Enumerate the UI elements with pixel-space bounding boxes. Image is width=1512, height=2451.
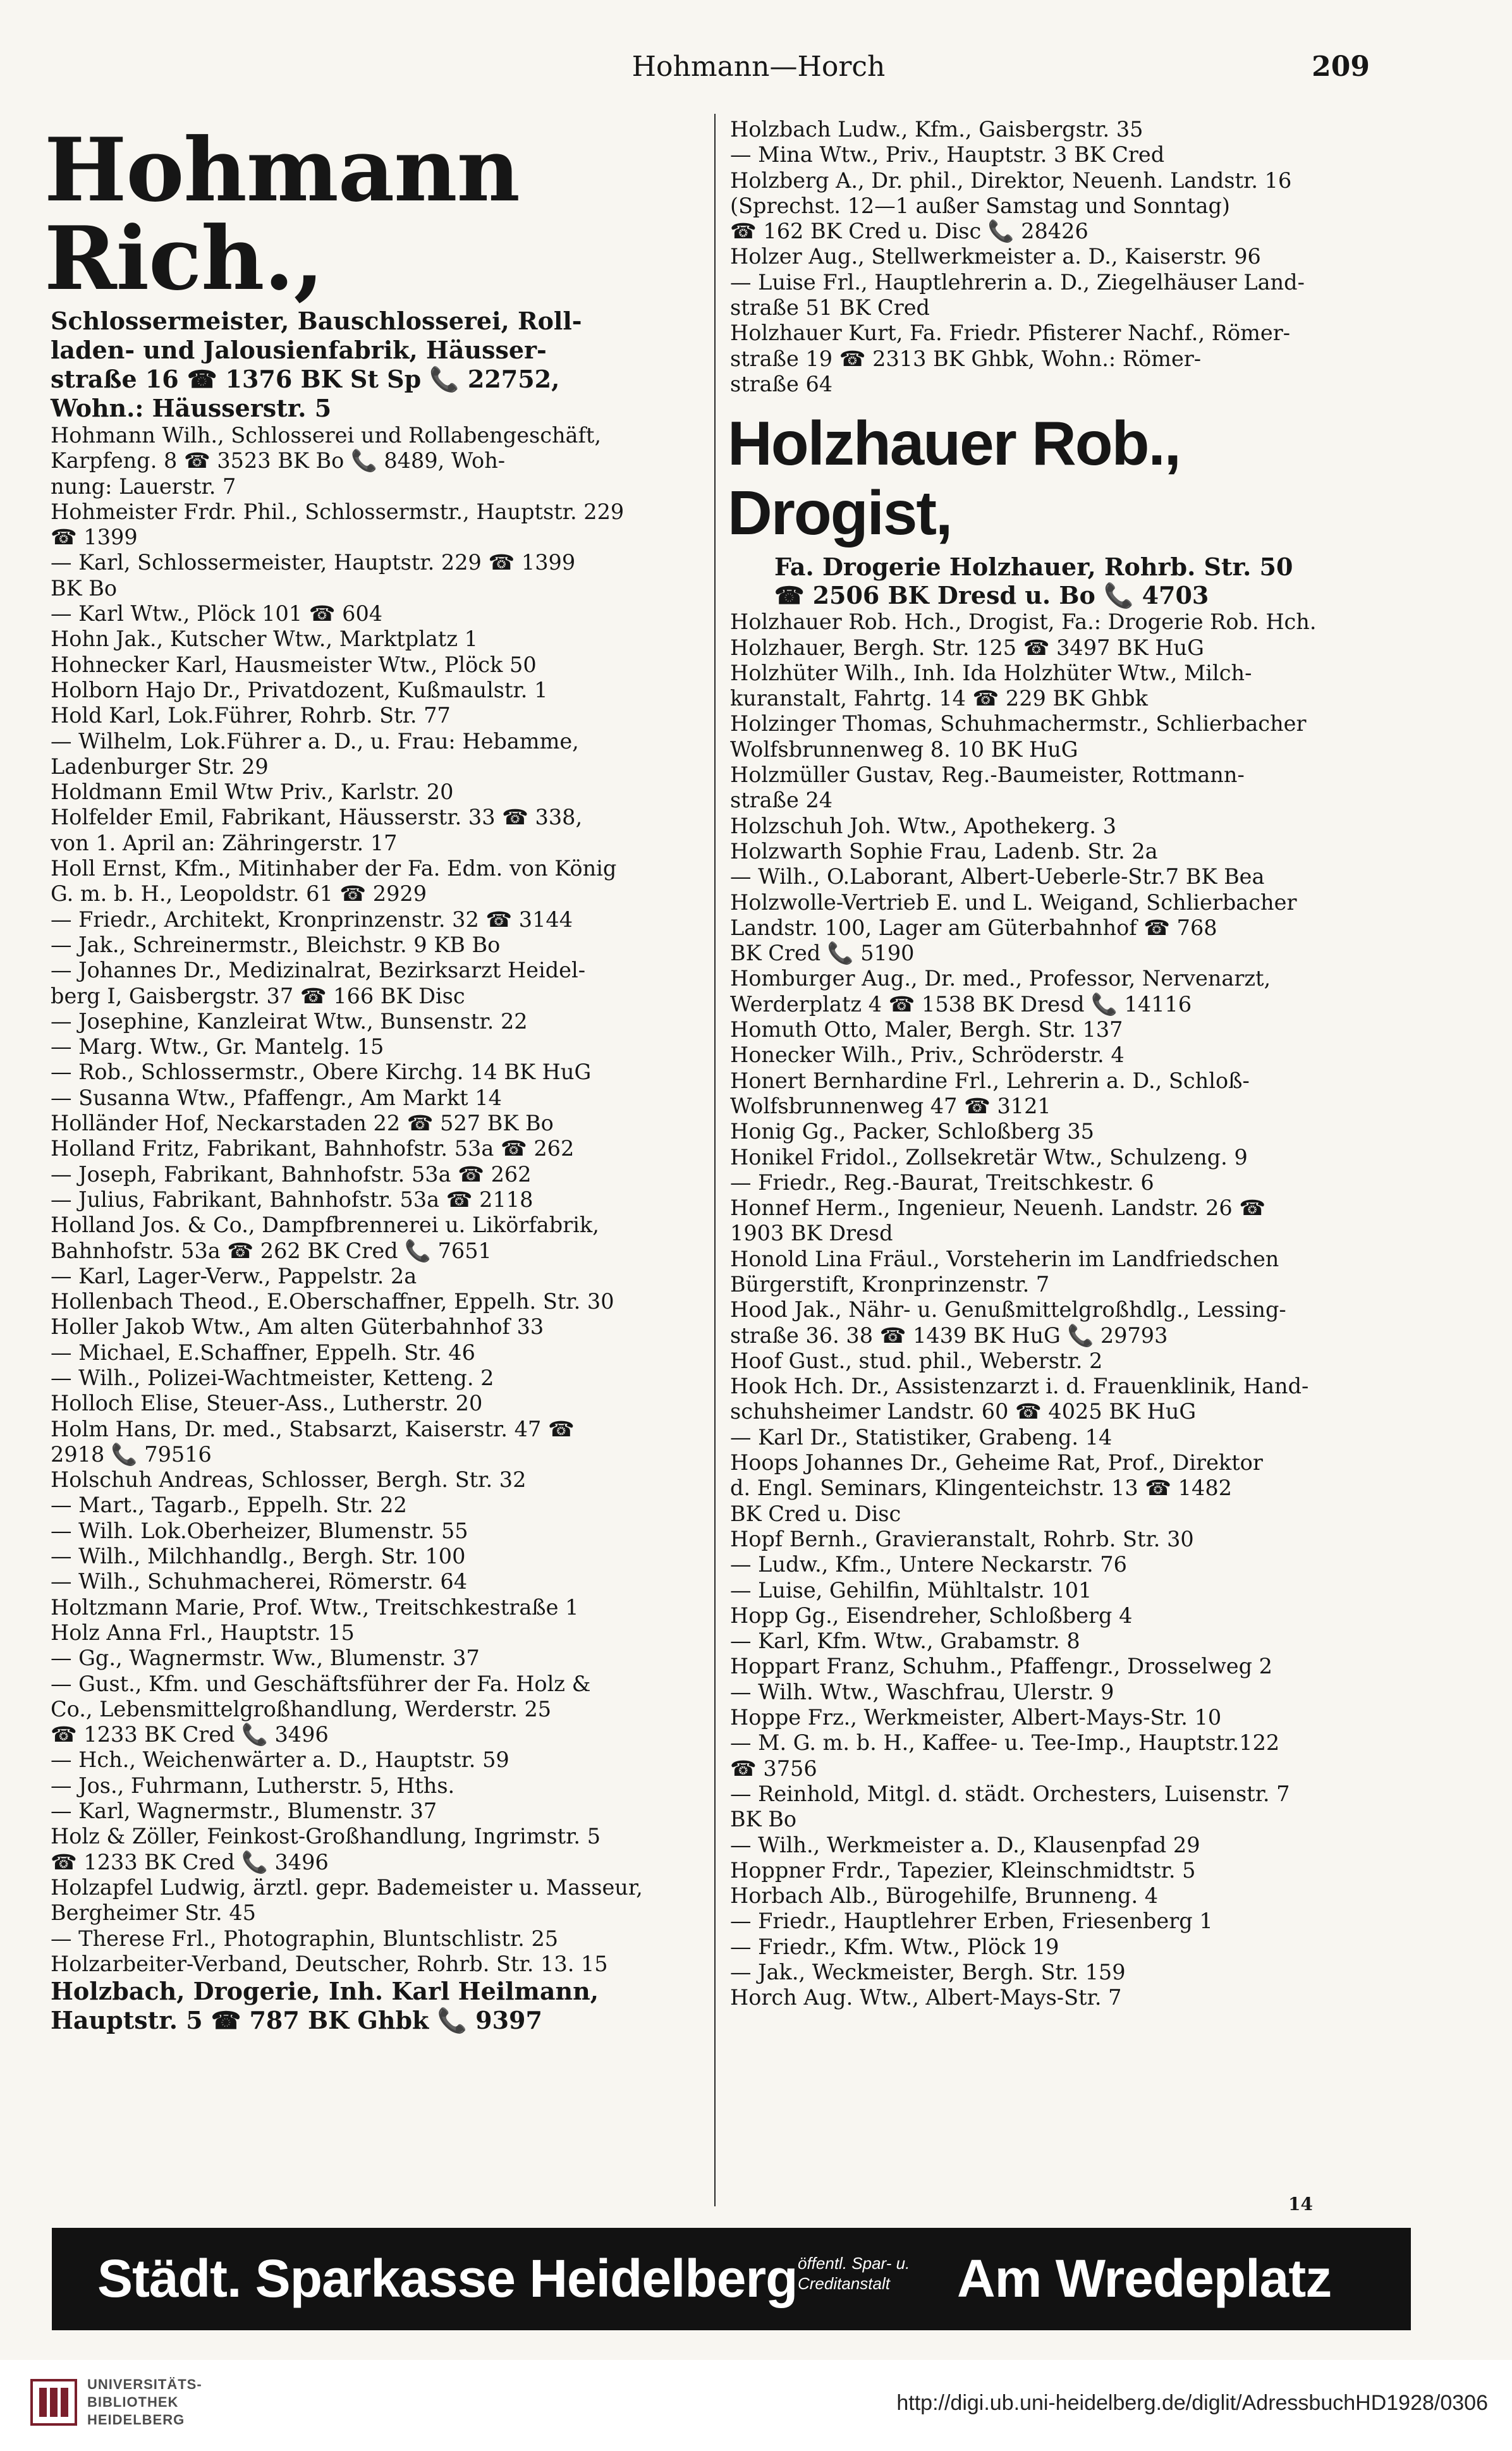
entry-line: ☎ 1399 xyxy=(51,525,138,550)
entry-line: Honikel Fridol., Zollsekretär Wtw., Schulzeng. 9 xyxy=(730,1144,1248,1170)
directory-entry xyxy=(51,1544,714,1569)
entry-line: Hoppner Frdr., Tapezier, Kleinschmidtstr. 5 xyxy=(730,1857,1196,1883)
directory-entry xyxy=(51,1034,714,1060)
entry-line: Hoof Gust., stud. phil., Weberstr. 2 xyxy=(730,1348,1103,1373)
directory-entry xyxy=(730,890,1400,967)
entry-line: — M. G. m. b. H., Kaffee- u. Tee-Imp., Hauptstr.122 xyxy=(730,1730,1280,1756)
entry-line: Holm Hans, Dr. med., Stabsarzt, Kaiserstr. 47 ☎ xyxy=(51,1416,575,1441)
directory-entry xyxy=(51,1111,714,1136)
directory-entry xyxy=(730,1450,1400,1527)
directory-entry xyxy=(51,499,714,551)
directory-entry xyxy=(51,601,714,627)
directory-entry xyxy=(730,270,1400,321)
directory-entry xyxy=(730,1833,1400,1858)
entry-line: Holzberg A., Dr. phil., Direktor, Neuenh. Landstr. 16 xyxy=(730,168,1292,193)
directory-entry xyxy=(51,678,714,703)
directory-entry xyxy=(730,244,1400,269)
entry-line: — Friedr., Kfm. Wtw., Plöck 19 xyxy=(730,1934,1059,1959)
entry-line: Holzwarth Sophie Frau, Ladenb. Str. 2a xyxy=(730,838,1158,864)
entry-line: (Sprechst. 12—1 außer Samstag und Sonntag) xyxy=(730,193,1230,218)
entry-line: — Therese Frl., Photographin, Bluntschlistr. 25 xyxy=(51,1926,559,1951)
entry-line: — Wilh., Werkmeister a. D., Klausenpfad 29 xyxy=(730,1832,1200,1857)
directory-entry xyxy=(730,553,1400,609)
directory-entry xyxy=(51,805,714,856)
left-headline-entry xyxy=(51,307,714,423)
directory-entry xyxy=(51,1747,714,1773)
entry-line: — Julius, Fabrikant, Bahnhofstr. 53a ☎ 2118 xyxy=(51,1187,533,1212)
entry-line: — Wilh., Polizei-Wachtmeister, Ketteng. 2 xyxy=(51,1365,494,1390)
directory-entry xyxy=(730,1909,1400,1934)
entry-line: Holler Jakob Wtw., Am alten Güterbahnhof 33 xyxy=(51,1314,544,1340)
entry-line: — Friedr., Reg.-Baurat, Treitschkestr. 6 xyxy=(730,1170,1154,1195)
directory-entry xyxy=(730,1552,1400,1577)
directory-entry xyxy=(51,703,714,728)
entry-line: Hold Karl, Lok.Führer, Rohrb. Str. 77 xyxy=(51,703,451,728)
signature-mark: 14 xyxy=(1288,2194,1313,2215)
entry-line: BK Cred 📞 5190 xyxy=(730,941,915,966)
directory-entry xyxy=(730,1935,1400,1960)
entry-line: Holtzmann Marie, Prof. Wtw., Treitschkestraße 1 xyxy=(51,1594,579,1620)
entry-line: ☎ 3756 xyxy=(730,1756,817,1781)
entry-line: — Mart., Tagarb., Eppelh. Str. 22 xyxy=(51,1493,407,1518)
directory-entry xyxy=(730,1629,1400,1654)
sparkasse-advertisement xyxy=(52,2228,1411,2330)
directory-entry xyxy=(730,117,1400,142)
directory-entry xyxy=(51,1824,714,1875)
entry-line: Landstr. 100, Lager am Güterbahnhof ☎ 768 xyxy=(730,915,1217,940)
entry-line: Honig Gg., Packer, Schloßberg 35 xyxy=(730,1119,1094,1144)
entry-line: — Karl Dr., Statistiker, Grabeng. 14 xyxy=(730,1424,1113,1450)
directory-entry xyxy=(730,1017,1400,1042)
entry-line: Hohn Jak., Kutscher Wtw., Marktplatz 1 xyxy=(51,627,478,652)
right-headline-entry xyxy=(730,553,1400,609)
directory-entry xyxy=(51,958,714,1009)
entry-line: — Reinhold, Mitgl. d. städt. Orchesters, Luisenstr. 7 xyxy=(730,1781,1290,1806)
directory-entry xyxy=(730,1985,1400,2010)
directory-entry xyxy=(730,839,1400,864)
directory-entry xyxy=(51,1519,714,1544)
directory-entry xyxy=(51,1875,714,1926)
entry-line: ☎ 1233 BK Cred 📞 3496 xyxy=(51,1849,329,1874)
entry-line: Holschuh Andreas, Schlosser, Bergh. Str. 32 xyxy=(51,1467,527,1493)
left-entry-list xyxy=(51,423,714,1977)
entry-line: BK Bo xyxy=(730,1807,797,1832)
left-headline: Hohmann Rich., xyxy=(44,118,520,310)
entry-line: von 1. April an: Zähringerstr. 17 xyxy=(51,830,398,855)
entry-line: Holzbach Ludw., Kfm., Gaisbergstr. 35 xyxy=(730,117,1143,142)
directory-entry xyxy=(730,1858,1400,1883)
entry-line: — Karl, Kfm. Wtw., Grabamstr. 8 xyxy=(730,1629,1080,1654)
entry-line: Hopf Bernh., Gravieranstalt, Rohrb. Str. 30 xyxy=(730,1526,1194,1551)
entry-line: — Karl, Schlossermeister, Hauptstr. 229 ☎ 1399 xyxy=(51,550,576,575)
entry-line: Holland Fritz, Fabrikant, Bahnhofstr. 53a ☎ 262 xyxy=(51,1136,575,1161)
entry-line: Holz & Zöller, Feinkost-Großhandlung, Ingrimstr. 5 xyxy=(51,1824,601,1849)
entry-line: Horbach Alb., Bürogehilfe, Brunneng. 4 xyxy=(730,1883,1159,1909)
directory-entry xyxy=(730,1068,1400,1120)
column-divider xyxy=(714,114,716,2206)
directory-entry xyxy=(51,627,714,652)
directory-entry xyxy=(51,1009,714,1034)
entry-line: — Wilh. Wtw., Waschfrau, Ulerstr. 9 xyxy=(730,1679,1114,1704)
directory-entry xyxy=(51,1926,714,1952)
directory-entry xyxy=(730,142,1400,168)
entry-line: straße 19 ☎ 2313 BK Ghbk, Wohn.: Römer- xyxy=(730,346,1202,371)
entry-line: ☎ 162 BK Cred u. Disc 📞 28426 xyxy=(730,219,1088,244)
entry-line: Hohmann Wilh., Schlosserei und Rollabengeschäft, xyxy=(51,423,602,448)
entry-line: Horch Aug. Wtw., Albert-Mays-Str. 7 xyxy=(730,1985,1122,2010)
entry-line: Holländer Hof, Neckarstaden 22 ☎ 527 BK Bo xyxy=(51,1111,554,1136)
entry-line: — Jak., Weckmeister, Bergh. Str. 159 xyxy=(730,1960,1126,1984)
entry-line: — Wilhelm, Lok.Führer a. D., u. Frau: Hebamme, xyxy=(51,728,579,754)
directory-entry xyxy=(51,1977,714,2035)
entry-line: Holzer Aug., Stellwerkmeister a. D., Kaiserstr. 96 xyxy=(730,244,1261,269)
page-number: 209 xyxy=(1312,51,1370,83)
entry-line: laden- und Jalousienfabrik, Häusser- xyxy=(51,336,547,364)
directory-entry xyxy=(51,1085,714,1111)
directory-entry xyxy=(51,932,714,958)
entry-line: Honert Bernhardine Frl., Lehrerin a. D., Schloß- xyxy=(730,1068,1250,1093)
entry-line: Holl Ernst, Kfm., Mitinhaber der Fa. Edm. von König xyxy=(51,856,617,881)
entry-line: Wolfsbrunnenweg 47 ☎ 3121 xyxy=(730,1093,1051,1118)
directory-entry xyxy=(730,1195,1400,1247)
directory-entry xyxy=(51,1493,714,1518)
directory-entry xyxy=(51,1467,714,1493)
directory-entry xyxy=(51,1773,714,1799)
entry-line: kuranstalt, Fahrtg. 14 ☎ 229 BK Ghbk xyxy=(730,686,1148,711)
entry-line: — Gust., Kfm. und Geschäftsführer der Fa. Holz & xyxy=(51,1671,591,1696)
entry-line: — Rob., Schlossermstr., Obere Kirchg. 14 BK HuG xyxy=(51,1060,592,1085)
left-column xyxy=(44,117,714,2035)
directory-entry xyxy=(51,1187,714,1213)
entry-line: Fa. Drogerie Holzhauer, Rohrb. Str. 50 xyxy=(774,553,1293,582)
entry-line: Holzwolle-Vertrieb E. und L. Weigand, Schlierbacher xyxy=(730,889,1297,915)
entry-line: Honecker Wilh., Priv., Schröderstr. 4 xyxy=(730,1042,1125,1068)
entry-line: — Mina Wtw., Priv., Hauptstr. 3 BK Cred xyxy=(730,142,1165,168)
directory-entry xyxy=(51,1391,714,1416)
directory-entry xyxy=(51,729,714,780)
directory-entry xyxy=(730,762,1400,814)
right-entry-list xyxy=(730,609,1400,2010)
directory-entry xyxy=(730,1170,1400,1195)
directory-entry xyxy=(51,1569,714,1594)
entry-line: straße 36. 38 ☎ 1439 BK HuG 📞 29793 xyxy=(730,1323,1168,1348)
entry-line: straße 24 xyxy=(730,788,833,813)
directory-entry xyxy=(730,321,1400,397)
entry-line: BK Bo xyxy=(51,575,118,601)
entry-line: — Jos., Fuhrmann, Lutherstr. 5, Hths. xyxy=(51,1773,455,1798)
directory-entry xyxy=(730,1960,1400,1985)
entry-line: Holland Jos. & Co., Dampfbrennerei u. Likörfabrik, xyxy=(51,1213,599,1238)
entry-line: Holzinger Thomas, Schuhmachermstr., Schlierbacher xyxy=(730,711,1307,737)
entry-line: 1903 BK Dresd xyxy=(730,1221,893,1246)
directory-entry xyxy=(730,661,1400,712)
directory-entry xyxy=(51,1136,714,1161)
entry-line: — Wilh., O.Laborant, Albert-Ueberle-Str.7 BK Bea xyxy=(730,864,1265,889)
directory-entry xyxy=(51,1289,714,1314)
directory-entry xyxy=(51,1417,714,1468)
entry-line: — Hch., Weichenwärter a. D., Hauptstr. 59 xyxy=(51,1747,509,1773)
directory-entry xyxy=(51,1314,714,1340)
running-title: Hohmann—Horch xyxy=(631,51,886,83)
directory-entry xyxy=(730,1145,1400,1170)
directory-entry xyxy=(51,779,714,805)
directory-entry xyxy=(51,423,714,499)
right-column xyxy=(730,117,1400,2011)
directory-entry xyxy=(730,1425,1400,1450)
directory-entry xyxy=(730,1527,1400,1552)
entry-line: schuhsheimer Landstr. 60 ☎ 4025 BK HuG xyxy=(730,1399,1197,1424)
directory-entry xyxy=(51,907,714,932)
entry-line: Werderplatz 4 ☎ 1538 BK Dresd 📞 14116 xyxy=(730,991,1192,1017)
entry-line: — Wilh. Lok.Oberheizer, Blumenstr. 55 xyxy=(51,1518,468,1543)
directory-entry xyxy=(51,856,714,907)
entry-line: Hohmeister Frdr. Phil., Schlossermstr., Hauptstr. 229 xyxy=(51,499,625,524)
entry-line: Hoops Johannes Dr., Geheime Rat, Prof., Direktor xyxy=(730,1450,1263,1476)
entry-line: Karpfeng. 8 ☎ 3523 BK Bo 📞 8489, Woh- xyxy=(51,448,506,474)
entry-line: — Ludw., Kfm., Untere Neckarstr. 76 xyxy=(730,1552,1127,1577)
entry-line: — Luise Frl., Hauptlehrerin a. D., Ziegelhäuser Land- xyxy=(730,269,1305,295)
directory-entry xyxy=(730,1705,1400,1730)
directory-entry xyxy=(51,1213,714,1264)
entry-line: — Luise, Gehilfin, Mühltalstr. 101 xyxy=(730,1577,1092,1603)
entry-line: — Josephine, Kanzleirat Wtw., Bunsenstr. 22 xyxy=(51,1008,528,1034)
entry-line: Bürgerstift, Kronprinzenstr. 7 xyxy=(730,1271,1050,1297)
directory-entry xyxy=(730,1680,1400,1705)
directory-entry xyxy=(51,1646,714,1671)
entry-line: Holdmann Emil Wtw Priv., Karlstr. 20 xyxy=(51,779,454,805)
directory-entry xyxy=(730,1883,1400,1909)
directory-entry xyxy=(730,1782,1400,1833)
banner-left-text: Städt. Sparkasse Heidelberg xyxy=(97,2249,798,2308)
directory-entry xyxy=(730,1578,1400,1603)
entry-line: berg I, Gaisbergstr. 37 ☎ 166 BK Disc xyxy=(51,983,465,1008)
entry-line: Hoppart Franz, Schuhm., Pfaffengr., Drosselweg 2 xyxy=(730,1654,1272,1679)
entry-line: d. Engl. Seminars, Klingenteichstr. 13 ☎ 1482 xyxy=(730,1476,1232,1501)
directory-entry xyxy=(730,1374,1400,1425)
library-name xyxy=(87,2376,202,2429)
entry-line: — Jak., Schreinermstr., Bleichstr. 9 KB Bo xyxy=(51,932,501,957)
entry-line: Homburger Aug., Dr. med., Professor, Nervenarzt, xyxy=(730,966,1271,991)
library-name-line2: BIBLIOTHEK xyxy=(87,2394,179,2410)
entry-line: Hauptstr. 5 ☎ 787 BK Ghbk 📞 9397 xyxy=(51,2006,542,2035)
library-name-line1: UNIVERSITÄTS- xyxy=(87,2376,202,2392)
entry-line: Bahnhofstr. 53a ☎ 262 BK Cred 📞 7651 xyxy=(51,1238,492,1263)
directory-entry xyxy=(730,711,1400,762)
entry-line: — Friedr., Architekt, Kronprinzenstr. 32 ☎ 3144 xyxy=(51,907,573,932)
entry-line: Holzbach, Drogerie, Inh. Karl Heilmann, xyxy=(51,1977,599,2006)
entry-line: Holzarbeiter-Verband, Deutscher, Rohrb. Str. 13. 15 xyxy=(51,1951,608,1976)
library-name-line3: HEIDELBERG xyxy=(87,2412,185,2428)
entry-line: — Karl, Wagnermstr., Blumenstr. 37 xyxy=(51,1799,437,1824)
entry-line: Holz Anna Frl., Hauptstr. 15 xyxy=(51,1620,355,1645)
directory-entry xyxy=(51,1952,714,1977)
entry-line: Bergheimer Str. 45 xyxy=(51,1900,256,1926)
entry-line: Holzhauer Kurt, Fa. Friedr. Pfisterer Nachf., Römer- xyxy=(730,321,1291,346)
entry-line: straße 51 BK Cred xyxy=(730,295,930,321)
digitization-url[interactable]: http://digi.ub.uni-heidelberg.de/diglit/AdressbuchHD1928/0306 xyxy=(896,2391,1488,2415)
entry-line: Holloch Elise, Steuer-Ass., Lutherstr. 20 xyxy=(51,1391,483,1416)
library-logo-icon xyxy=(30,2379,77,2426)
directory-entry xyxy=(51,1799,714,1824)
entry-line: Co., Lebensmittelgroßhandlung, Werderstr. 25 xyxy=(51,1696,552,1721)
banner-middle-text: öffentl. Spar- u. Creditanstalt xyxy=(798,2254,910,2293)
entry-line: Holzhauer, Bergh. Str. 125 ☎ 3497 BK HuG xyxy=(730,635,1204,660)
directory-entry xyxy=(51,1264,714,1289)
entry-line: — Wilh., Milchhandlg., Bergh. Str. 100 xyxy=(51,1544,466,1569)
entry-line: straße 16 ☎ 1376 BK St Sp 📞 22752, xyxy=(51,365,560,393)
entry-line: nung: Lauerstr. 7 xyxy=(51,474,236,499)
entry-line: Schlossermeister, Bauschlosserei, Roll- xyxy=(51,307,582,335)
entry-line: Honold Lina Fräul., Vorsteherin im Landfriedschen xyxy=(730,1246,1279,1271)
directory-entry xyxy=(51,1620,714,1646)
entry-line: Hood Jak., Nähr- u. Genußmittelgroßhdlg., Lessing- xyxy=(730,1297,1286,1323)
entry-line: Honnef Herm., Ingenieur, Neuenh. Landstr. 26 ☎ xyxy=(730,1195,1266,1221)
entry-line: Hook Hch. Dr., Assistenzarzt i. d. Frauenklinik, Hand- xyxy=(730,1374,1309,1399)
directory-entry xyxy=(730,1654,1400,1679)
left-closing-entry xyxy=(51,1977,714,2035)
entry-line: Hohnecker Karl, Hausmeister Wtw., Plöck 50 xyxy=(51,652,537,677)
entry-line: Holzhüter Wilh., Inh. Ida Holzhüter Wtw., Milch- xyxy=(730,660,1252,685)
right-entry-list-top xyxy=(730,117,1400,397)
entry-line: Hopp Gg., Eisendreher, Schloßberg 4 xyxy=(730,1603,1133,1628)
directory-entry xyxy=(730,814,1400,839)
directory-entry xyxy=(730,168,1400,245)
entry-line: — Joseph, Fabrikant, Bahnhofstr. 53a ☎ 262 xyxy=(51,1161,532,1187)
entry-line: BK Cred u. Disc xyxy=(730,1501,901,1526)
entry-line: Holzapfel Ludwig, ärztl. gepr. Bademeister u. Masseur, xyxy=(51,1874,643,1900)
directory-entry xyxy=(51,1162,714,1187)
entry-line: — Gg., Wagnermstr. Ww., Blumenstr. 37 xyxy=(51,1646,480,1671)
entry-line: — Friedr., Hauptlehrer Erben, Friesenberg 1 xyxy=(730,1909,1213,1934)
directory-entry xyxy=(51,1340,714,1366)
entry-line: Holzhauer Rob. Hch., Drogist, Fa.: Drogerie Rob. Hch. xyxy=(730,609,1317,635)
directory-entry xyxy=(730,1119,1400,1144)
entry-line: Holborn Hajo Dr., Privatdozent, Kußmaulstr. 1 xyxy=(51,677,548,702)
entry-line: — Wilh., Schuhmacherei, Römerstr. 64 xyxy=(51,1569,468,1594)
directory-entry xyxy=(730,966,1400,1017)
entry-line: ☎ 2506 BK Dresd u. Bo 📞 4703 xyxy=(774,581,1209,610)
directory-entry xyxy=(730,609,1400,661)
directory-entry xyxy=(730,1730,1400,1782)
entry-line: — Johannes Dr., Medizinalrat, Bezirksarzt Heidel- xyxy=(51,958,586,983)
directory-entry xyxy=(730,1348,1400,1374)
directory-entry xyxy=(51,307,714,423)
directory-entry xyxy=(51,550,714,601)
right-headline: Holzhauer Rob., Drogist, xyxy=(728,408,1180,548)
entry-line: Homuth Otto, Maler, Bergh. Str. 137 xyxy=(730,1017,1123,1042)
entry-line: ☎ 1233 BK Cred 📞 3496 xyxy=(51,1722,329,1747)
directory-entry xyxy=(730,1042,1400,1068)
directory-entry xyxy=(730,1603,1400,1629)
entry-line: — Karl, Lager-Verw., Pappelstr. 2a xyxy=(51,1263,417,1288)
entry-line: Holfelder Emil, Fabrikant, Häusserstr. 33 ☎ 338, xyxy=(51,805,583,830)
entry-line: — Marg. Wtw., Gr. Mantelg. 15 xyxy=(51,1034,384,1060)
entry-line: Ladenburger Str. 29 xyxy=(51,754,269,779)
entry-line: Holzmüller Gustav, Reg.-Baumeister, Rottmann- xyxy=(730,762,1245,788)
entry-line: Hoppe Frz., Werkmeister, Albert-Mays-Str. 10 xyxy=(730,1705,1222,1730)
entry-line: Holzschuh Joh. Wtw., Apothekerg. 3 xyxy=(730,813,1116,838)
directory-entry xyxy=(51,1060,714,1085)
directory-entry xyxy=(51,1366,714,1391)
entry-line: G. m. b. H., Leopoldstr. 61 ☎ 2929 xyxy=(51,881,427,907)
entry-line: straße 64 xyxy=(730,371,833,396)
entry-line: Hollenbach Theod., E.Oberschaffner, Eppelh. Str. 30 xyxy=(51,1289,614,1314)
entry-line: 2918 📞 79516 xyxy=(51,1441,212,1467)
entry-line: — Karl Wtw., Plöck 101 ☎ 604 xyxy=(51,601,383,627)
entry-line: — Susanna Wtw., Pfaffengr., Am Markt 14 xyxy=(51,1085,502,1110)
banner-right-text: Am Wredeplatz xyxy=(957,2249,1332,2308)
directory-entry xyxy=(51,1672,714,1748)
directory-entry xyxy=(730,1247,1400,1298)
entry-line: Wolfsbrunnenweg 8. 10 BK HuG xyxy=(730,737,1078,762)
directory-entry xyxy=(51,1595,714,1620)
directory-entry xyxy=(730,1297,1400,1348)
entry-line: Wohn.: Häusserstr. 5 xyxy=(51,394,332,422)
directory-entry xyxy=(730,864,1400,889)
directory-entry xyxy=(51,652,714,678)
entry-line: — Michael, E.Schaffner, Eppelh. Str. 46 xyxy=(51,1340,475,1365)
